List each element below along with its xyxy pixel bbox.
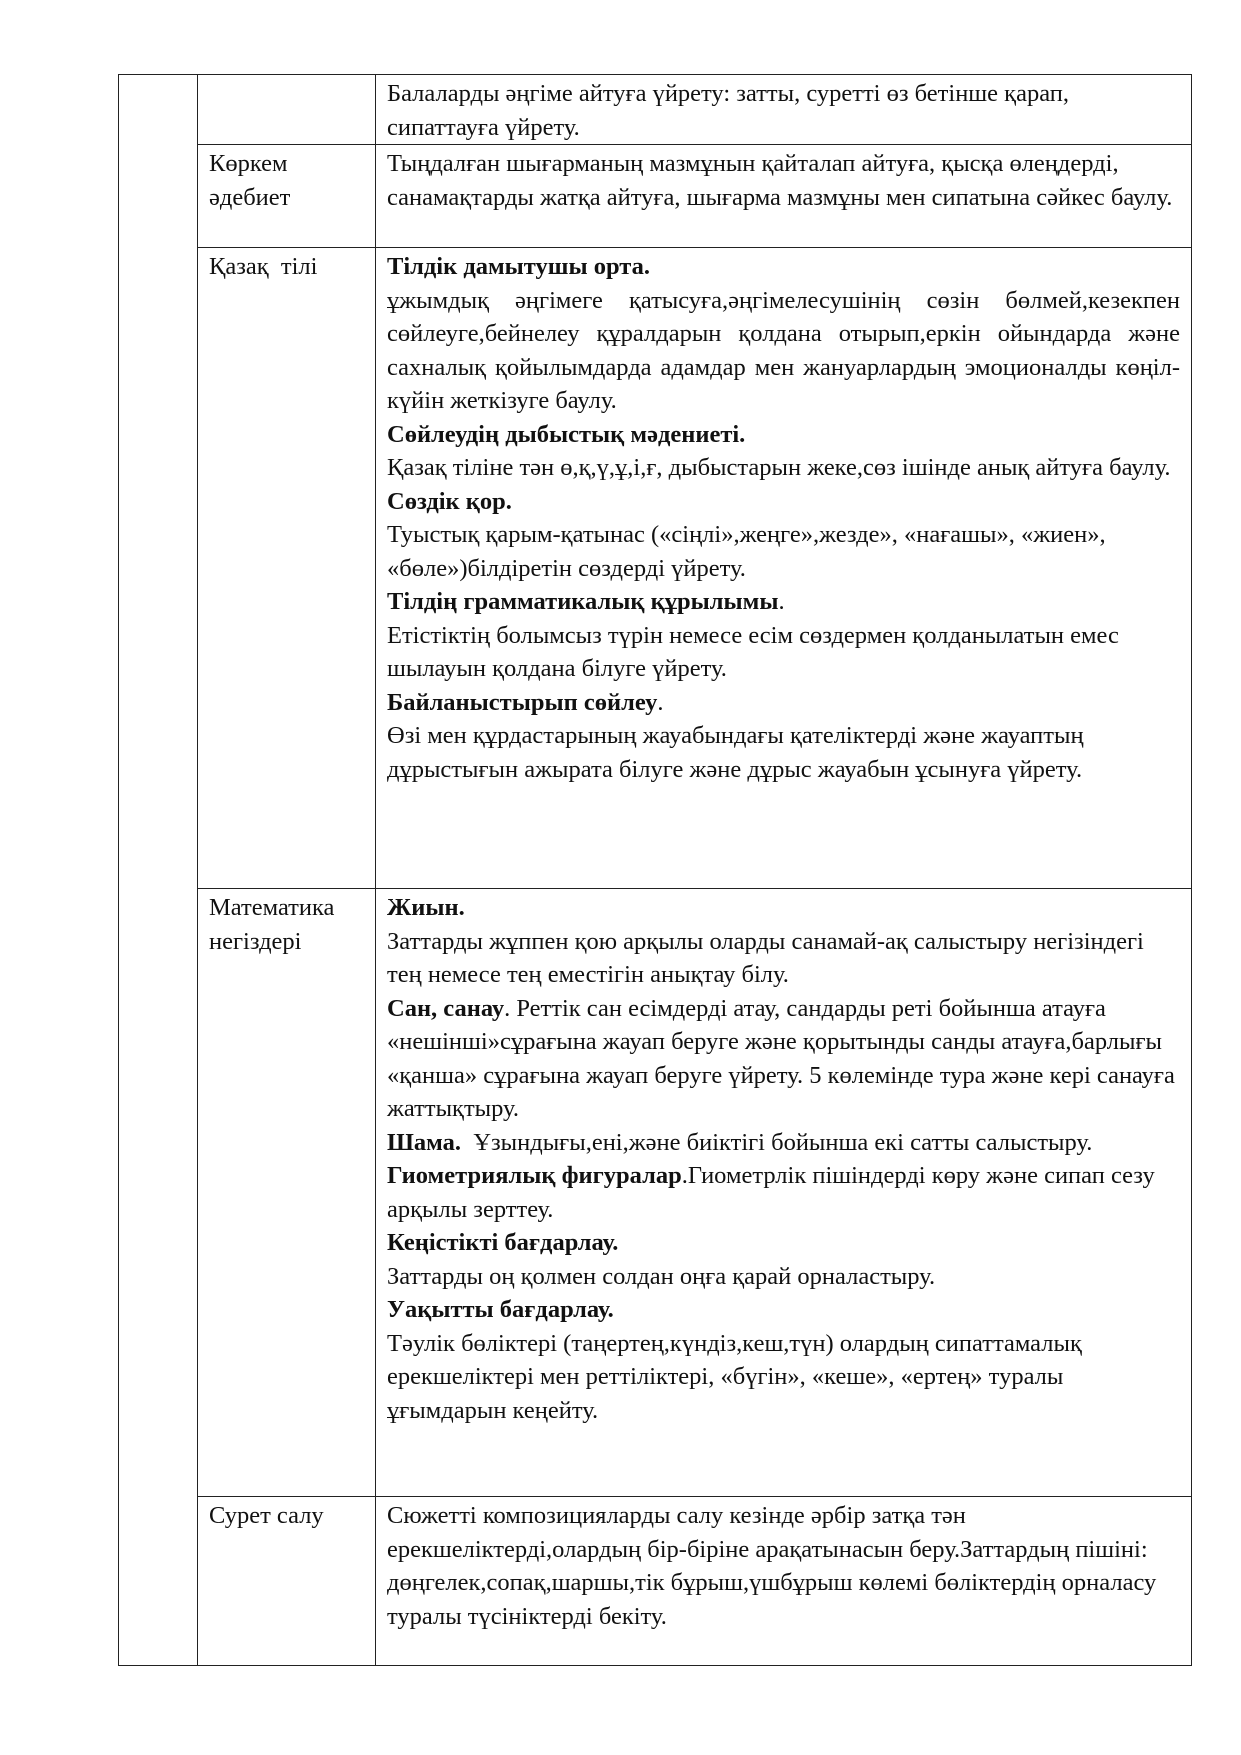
content-paragraph [387,1499,1180,1633]
paragraph-text: Сюжетті композицияларды салу кезінде әрбір затқа тән ерекшеліктерді,олардың бір-біріне арақатынасын беру.Заттардың пішіні: дөңгелек,сопақ,шаршы,тік бұрыш,үшбұрыш көлемі бөліктердің орналасу туралы түсініктерді бекіту. [387,1502,1157,1630]
content-cell [376,145,1192,248]
content-cell [376,889,1192,1497]
paragraph-text: Ұзындығы,ені,және биіктігі бойынша екі сатты салыстыру. [461,1128,1093,1156]
content-paragraph [387,1126,1180,1160]
table-row [119,145,1192,248]
content-paragraph [387,77,1180,144]
subject-cell [198,75,376,145]
table-row [119,889,1192,1497]
content-paragraph [387,925,1180,992]
paragraph-heading: Жиын. [387,894,465,921]
paragraph-text: Етістіктің болымсыз түрін немесе есім сөздермен қолданылатын емес шылауын қолдана білуге үйрету. [387,621,1119,682]
paragraph-heading: Гиометриялық фигуралар [387,1162,682,1189]
paragraph-heading: Шама. [387,1128,462,1156]
table-row [119,75,1192,145]
content-cell [376,248,1192,889]
paragraph-text: ұжымдық әңгімеге қатысуға,әңгімелесушінің сөзін бөлмей,кезекпен сөйлеуге,бейнелеу құралдарын қолдана отырып,еркін ойындарда және сахналық қойылымдарда адамдар мен жануарлардың эмоционалды көңіл-күйін жеткізуге баулу. [387,286,1180,414]
paragraph-text: Тәулік бөліктері (таңертең,күндіз,кеш,түн) олардың сипаттамалық ерекшеліктері мен реттіліктері, «бүгін», «кеше», «ертең» туралы ұғымдарын кеңейту. [387,1329,1082,1424]
content-paragraph [387,719,1180,786]
paragraph-text: . Реттік сан есімдерді атау, сандарды реті бойынша атауға «нешінші»сұрағына жауап беруге және қорытынды санды атауға,барлығы «қанша» сұрағына жауап беруге үйрету. 5 көлемінде тура және кері санауға жаттықтыру. [387,994,1175,1122]
paragraph-text: Заттарды жұппен қою арқылы оларды санамай-ақ салыстыру негізіндегі тең немесе тең еместігін анықтау білу. [387,927,1144,988]
paragraph-heading: Тілдің грамматикалық құрылымы [387,588,779,615]
content-paragraph [387,1327,1180,1428]
content-paragraph [387,1159,1180,1226]
paragraph-text: . [657,688,664,716]
paragraph-text: Туыстық қарым-қатынас («сіңлі»,жеңге»,жезде», «нағашы», «жиен», «бөле»)білдіретін сөздерді үйрету. [387,521,1106,582]
content-paragraph [387,418,1180,452]
paragraph-heading: Тілдік дамытушы орта. [387,253,650,280]
subject-cell: Сурет салу [198,1497,376,1666]
content-paragraph [387,518,1180,585]
table-row [119,248,1192,889]
paragraph-text: . [778,588,785,615]
content-cell [376,75,1192,145]
content-paragraph [387,451,1180,485]
content-paragraph [387,1293,1180,1327]
content-paragraph [387,1260,1180,1294]
paragraph-text: Заттарды оң қолмен солдан оңға қарай орналастыру. [387,1262,936,1290]
subject-cell: Математика негіздері [198,889,376,1497]
content-cell [376,1497,1192,1666]
content-paragraph [387,284,1180,418]
paragraph-heading: Байланыстырып сөйлеу [387,688,658,716]
paragraph-text: Тыңдалған шығарманың мазмұнын қайталап айтуға, қысқа өлеңдерді, санамақтарды жатқа айтуға, шығарма мазмұны мен сипатына сәйкес баулу. [387,150,1173,211]
content-paragraph [387,619,1180,686]
content-paragraph [387,250,1180,284]
subject-cell: Қазақ тілі [198,248,376,889]
paragraph-heading: Уақытты бағдарлау. [387,1296,614,1323]
paragraph-text: Қазақ тіліне тән ө,қ,ү,ұ,і,ғ, дыбыстарын жеке,сөз ішінде анық айтуға баулу. [387,454,1171,481]
content-paragraph [387,585,1180,619]
paragraph-heading: Сан, санау [387,994,505,1022]
paragraph-text: .Гиометрлік пішіндерді көру және сипап сезу арқылы зерттеу. [387,1162,1155,1223]
left-blank-column [119,75,198,1666]
content-paragraph [387,992,1180,1126]
content-paragraph [387,686,1180,720]
content-paragraph [387,1226,1180,1260]
content-paragraph [387,485,1180,519]
paragraph-text: Балаларды әңгіме айтуға үйрету: затты, суретті өз бетінше қарап, сипаттауға үйрету. [387,80,1069,141]
paragraph-heading: Кеңістікті бағдарлау. [387,1229,619,1256]
paragraph-heading: Сөйлеудің дыбыстық мәдениеті. [387,420,746,448]
table-row [119,1497,1192,1666]
subject-cell: Көркем әдебиет [198,145,376,248]
paragraph-heading: Сөздік қор. [387,487,512,515]
curriculum-table [118,74,1192,1666]
paragraph-text: Өзі мен құрдастарының жауабындағы қателіктерді және жауаптың дұрыстығын ажырата білуге және дұрыс жауабын ұсынуға үйрету. [387,722,1084,783]
content-paragraph [387,891,1180,925]
content-paragraph [387,147,1180,214]
